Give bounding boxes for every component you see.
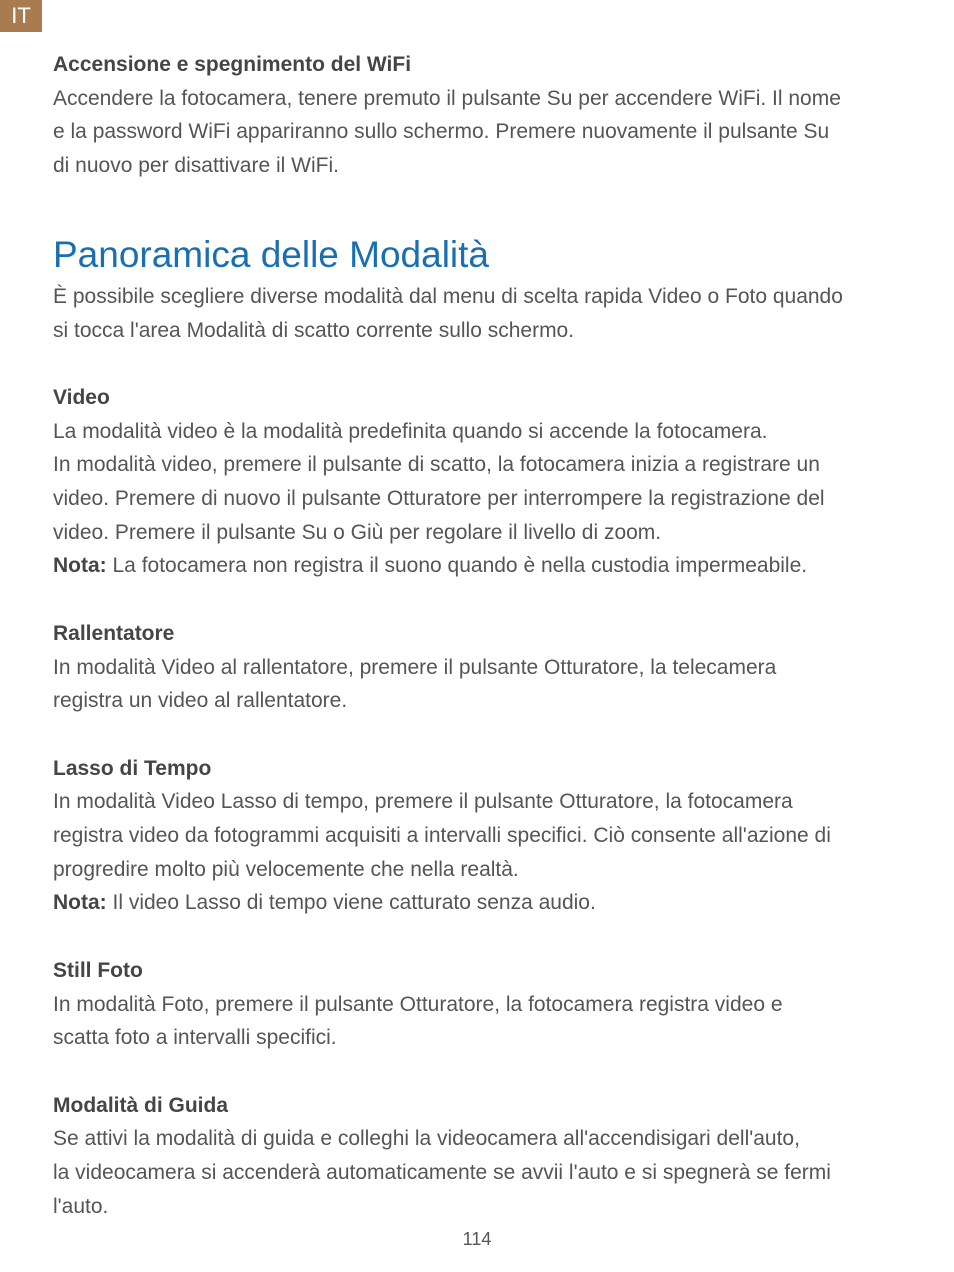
note-label: Nota: — [53, 891, 107, 915]
slowmo-heading: Rallentatore — [53, 621, 175, 645]
section-title: Panoramica delle Modalità — [53, 233, 490, 275]
wifi-line: Accendere la fotocamera, tenere premuto il pulsante Su per accendere WiFi. Il nome — [53, 86, 841, 110]
video-heading: Video — [53, 385, 110, 409]
driving-line: l'auto. — [53, 1194, 109, 1218]
driving-section — [53, 1089, 913, 1224]
slowmo-section — [53, 617, 913, 718]
wifi-section — [53, 48, 913, 183]
timelapse-line: progredire molto più velocemente che nella realtà. — [53, 857, 519, 881]
video-line: video. Premere il pulsante Su o Giù per regolare il livello di zoom. — [53, 520, 662, 544]
overview-section — [53, 230, 913, 347]
wifi-line: di nuovo per disattivare il WiFi. — [53, 154, 339, 178]
timelapse-line: registra video da fotogrammi acquisiti a intervalli specifici. Ciò consente all'azione di — [53, 824, 831, 848]
driving-line: la videocamera si accenderà automaticamente se avvii l'auto e si spegnerà se fermi — [53, 1161, 831, 1185]
page-number: 114 — [462, 1229, 492, 1249]
page-content — [53, 48, 913, 1223]
still-line: In modalità Foto, premere il pulsante Otturatore, la fotocamera registra video e — [53, 992, 783, 1016]
language-tab: IT — [0, 0, 42, 32]
video-note — [53, 549, 913, 583]
timelapse-line: In modalità Video Lasso di tempo, premere il pulsante Otturatore, la fotocamera — [53, 790, 793, 814]
slowmo-line: registra un video al rallentatore. — [53, 689, 348, 713]
driving-heading: Modalità di Guida — [53, 1093, 229, 1117]
overview-line: È possibile scegliere diverse modalità dal menu di scelta rapida Video o Foto quando — [53, 284, 843, 308]
timelapse-note — [53, 886, 913, 920]
video-line: video. Premere di nuovo il pulsante Otturatore per interrompere la registrazione del — [53, 487, 825, 511]
timelapse-heading: Lasso di Tempo — [53, 756, 212, 780]
driving-line: Se attivi la modalità di guida e colleghi la videocamera all'accendisigari dell'auto, — [53, 1127, 800, 1151]
wifi-heading: Accensione e spegnimento del WiFi — [53, 53, 412, 76]
note-text: La fotocamera non registra il suono quando è nella custodia impermeabile. — [106, 554, 808, 578]
overview-line: si tocca l'area Modalità di scatto corrente sullo schermo. — [53, 318, 575, 342]
video-line: In modalità video, premere il pulsante di scatto, la fotocamera inizia a registrare un — [53, 453, 820, 477]
wifi-line: e la password WiFi appariranno sullo schermo. Premere nuovamente il pulsante Su — [53, 120, 830, 144]
timelapse-section — [53, 752, 913, 921]
still-line: scatta foto a intervalli specifici. — [53, 1026, 337, 1050]
still-heading: Still Foto — [53, 958, 143, 982]
video-line: La modalità video è la modalità predefinita quando si accende la fotocamera. — [53, 419, 768, 443]
still-section — [53, 954, 913, 1055]
slowmo-line: In modalità Video al rallentatore, premere il pulsante Otturatore, la telecamera — [53, 655, 777, 679]
note-text: Il video Lasso di tempo viene catturato senza audio. — [106, 891, 596, 915]
video-section — [53, 381, 913, 583]
note-label: Nota: — [53, 554, 107, 578]
